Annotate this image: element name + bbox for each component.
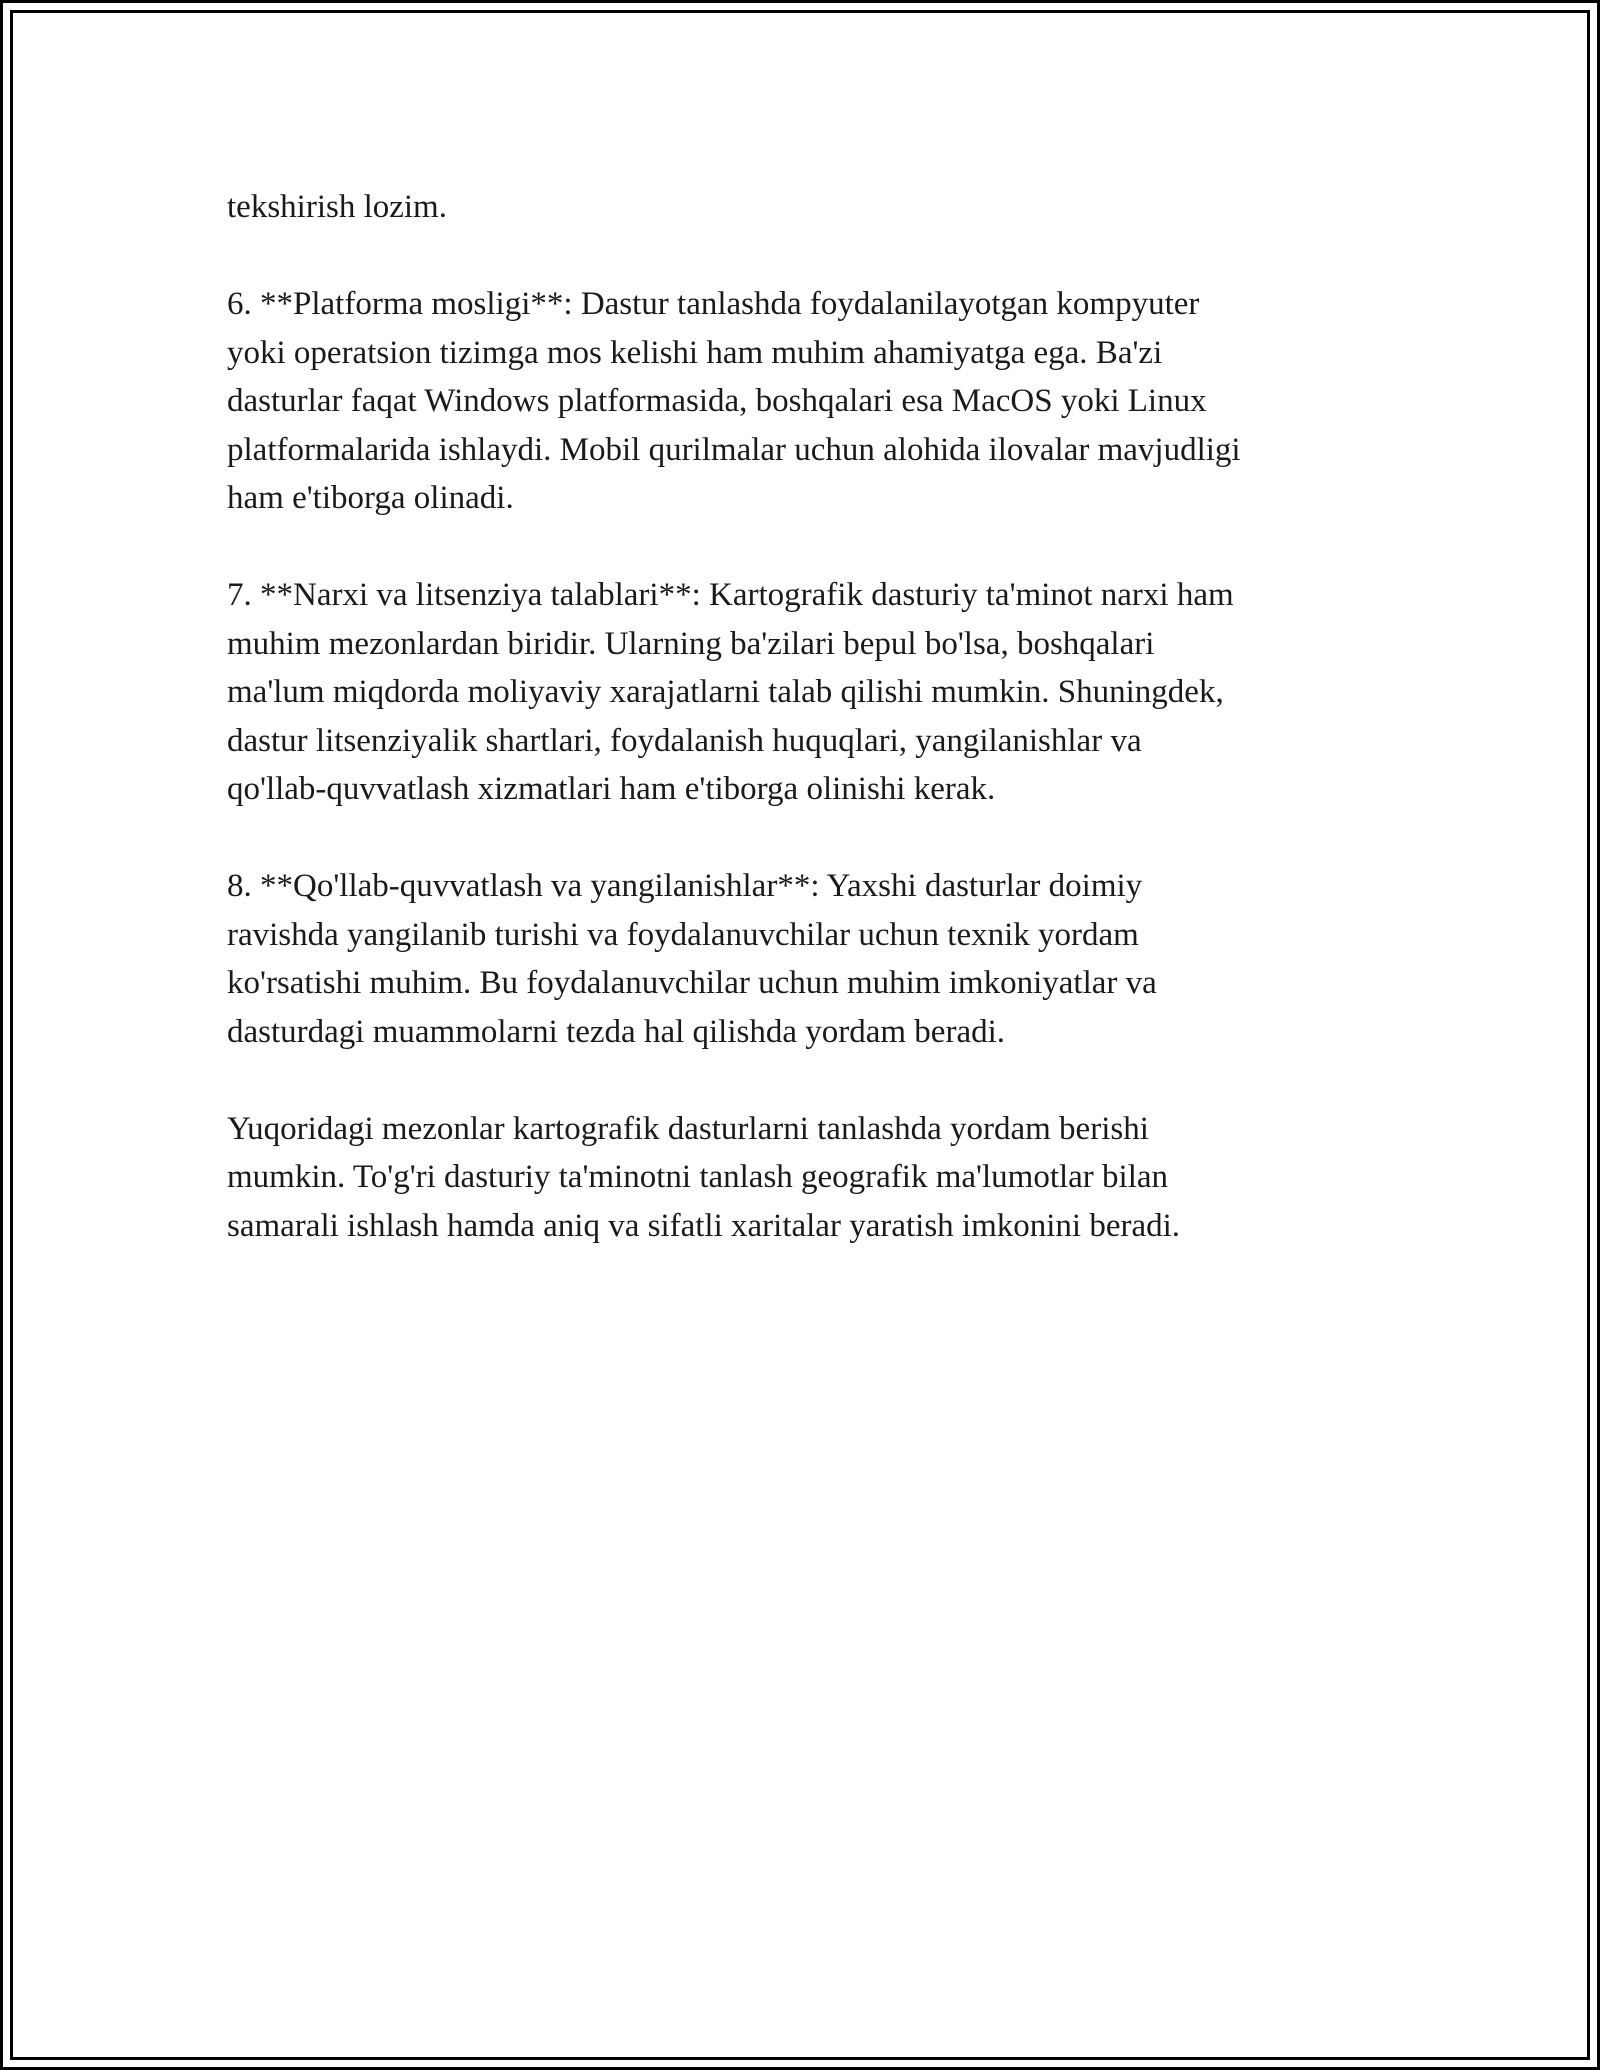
paragraph-support-and-updates: 8. **Qo'llab-quvvatlash va yangilanishlar**: Yaxshi dasturlar doimiy ravishda yangilanib turishi va foydalanuvchilar uchun texnik yordam ko'rsatishi muhim. Bu foydalanuvchilar uchun muhim imkoniyatlar va dasturdagi muammolarni tezda hal qilishda yordam beradi. [227, 868, 1157, 1050]
paragraph-price-and-license: 7. **Narxi va litsenziya talablari**: Kartografik dasturiy ta'minot narxi ham muhim mezonlardan biridir. Ularning ba'zilari bepul bo'lsa, boshqalari ma'lum miqdorda moliyaviy xarajatlarni talab qilishi mumkin. Shuningdek, dastur litsenziyalik shartlari, foydalanish huquqlari, yangilanishlar va qo'llab-quvvatlash xizmatlari ham e'tiborga olinishi kerak. [227, 577, 1234, 807]
paragraph-continuation: tekshirish lozim. [227, 189, 447, 225]
document-body [227, 183, 1387, 1299]
paragraph-platform-compatibility: 6. **Platforma mosligi**: Dastur tanlashda foydalanilayotgan kompyuter yoki operatsion tizimga mos kelishi ham muhim ahamiyatga ega. Ba'zi dasturlar faqat Windows platformasida, boshqalari esa MacOS yoki Linux platformalarida ishlaydi. Mobil qurilmalar uchun alohida ilovalar mavjudligi ham e'tiborga olinadi. [227, 286, 1241, 516]
paragraph-conclusion: Yuqoridagi mezonlar kartografik dasturlarni tanlashda yordam berishi mumkin. To'g'ri dasturiy ta'minotni tanlash geografik ma'lumotlar bilan samarali ishlash hamda aniq va sifatli xaritalar yaratish imkonini beradi. [227, 1110, 1181, 1244]
